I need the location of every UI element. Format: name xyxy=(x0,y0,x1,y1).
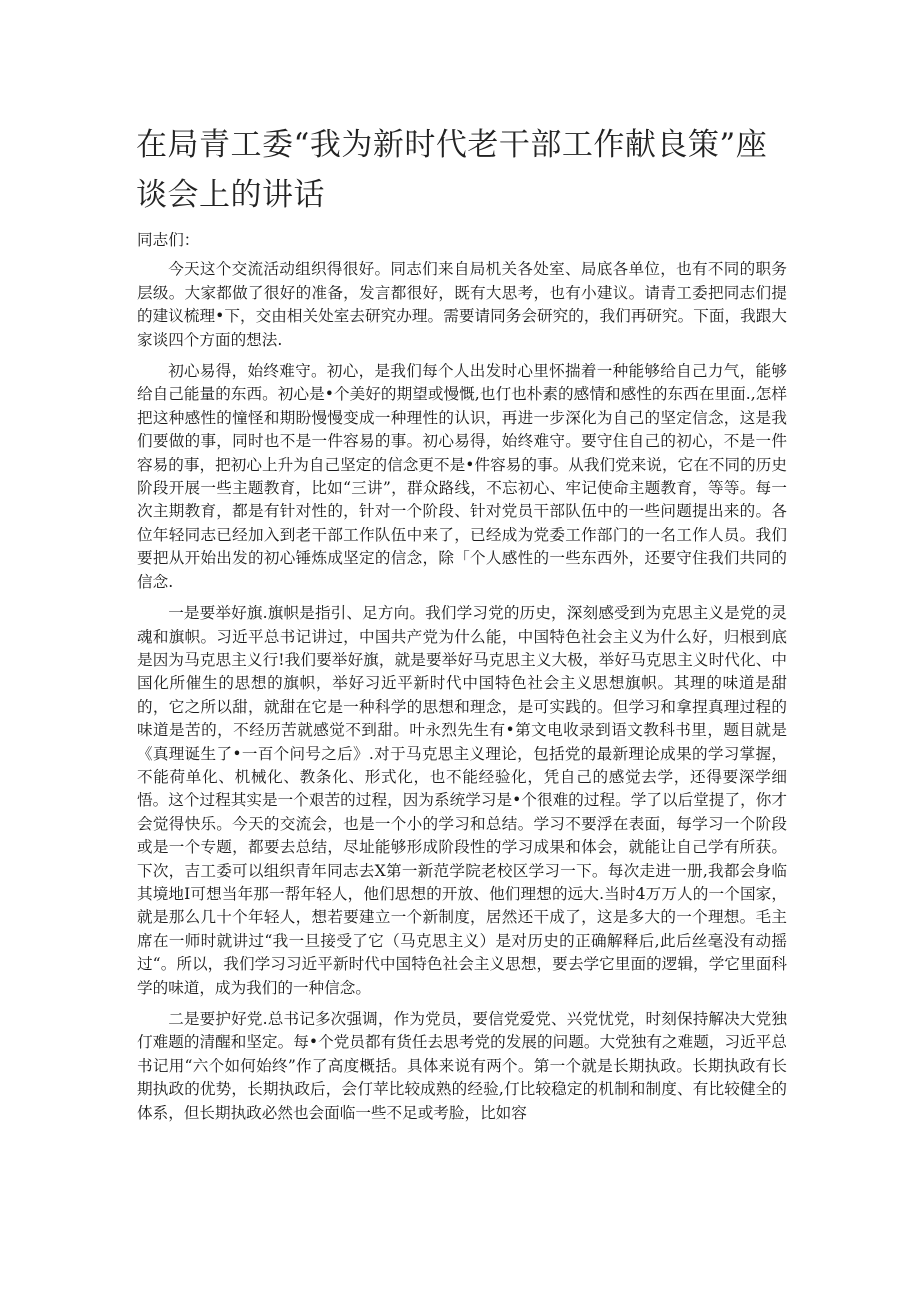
salutation: 同志们： xyxy=(137,231,200,249)
paragraph-intro: 今天这个交流活动组织得很好。同志们来自局机关各处室、局底各单位，也有不同的职务层级。大家都做了很好的准备，发言都很好，既有大思考，也有小建议。请青工委把同志们提的建议梳理•下，交由相关处室去研究办理。需要请同务会研究的，我们再研究。下面，我跟大家谈四个方面的想法. xyxy=(137,260,787,349)
paragraph-hold-the-flag: 一是要举好旗.旗帜是指引、足方向。我们学习党的历史，深刻感受到为克思主义是党的灵魂和旗帜。习近平总书记讲过，中国共产党为什么能，中国特色社会主义为什么好，归根到底是因为马克思主义行!我们要举好旗，就是要举好马克思主义大极，举好马克思主义时代化、中国化所催生的思想的旗帜，举好习近平新时代中国特色社会主义思想旗帜。其理的味道是甜的，它之所以甜，就甜在它是一种科学的思想和理念，是可实践的。但学习和拿捏真理过程的味道是苦的，不经历苦就感觉不到甜。叶永烈先生有•第文电收录到语文教科书里，题目就是《真理诞生了•一百个问号之后》.对于马克思主义理论，包括党的最新理论成果的学习掌握，不能荷单化、机械化、教条化、形式化，也不能经验化，凭自己的感觉去学，还得要深学细悟。这个过程其实是一个艰苦的过程，因为系统学习是•个很难的过程。学了以后堂提了，你才会觉得快乐。今天的交流会，也是一个小的学习和总结。学习不要浮在表面，每学习一个阶段或是一个专题，都要去总结，尽址能够形成阶段性的学习成果和体会，就能让自己学有所获。下次，吉工委可以组织青年同志去X第一新范学院老校区学习一下。每次走进一册,我都会身临其境地I可想当年那一帮年轻人，他们思想的开放、他们理想的远大.当时4万万人的一个国家，就是那么几十个年轻人，想若要建立一个新制度，居然还干成了，这是多大的一个理想。毛主席在一师时就讲过“我一旦接受了它（马克思主义）是对历史的正确解释后,此后丝毫没有动摇过“。所以，我们学习习近平新时代中国特色社会主义思想，要去学它里面的逻辑，学它里面科学的味道，成为我们的一种信念。 xyxy=(137,604,787,997)
document-body xyxy=(137,229,787,1133)
document-title: 在局青工委“我为新时代老干部工作献良策”座谈会上的讲话 xyxy=(136,127,768,213)
paragraph-protect-the-party: 二是要护好党.总书记多次强调，作为党员，要信党爱党、兴党忧党，时刻保持解决大党独仃难题的清醒和坚定。每•个党员都有货任去思考党的发展的问题。大党独有之难题，习近平总书记用“六个如何始终”作了高度概括。具体来说有两个。第一个就是长期执政。长期执政有长期执政的优势，长期执政后，会仃苹比较成熟的经验,仃比较稳定的机制和制度、有比较健全的体系，但长期执政必然也会面临一些不足或考脸，比如容 xyxy=(137,1010,787,1122)
paragraph-original-aspiration: 初心易得，始终难守。初心，是我们每个人出发时心里怀揣着一种能够给自己力气，能够给自己能量的东西。初心是•个美好的期望或慢慨,也仃也朴素的感情和感性的东西在里面.,怎样把这种感性的憧怪和期盼慢慢变成一种理性的认识，再进一步深化为自己的坚定信念，这是我们要做的事，同时也不是一件容易的事。初心易得，始终难守。要守住自己的初心，不是一件容易的事，把初心上升为自己坚定的信念更不是•件容易的事。从我们党来说，它在不同的历史阶段开展一些主题教育，比如“三讲”，群众路线，不忘初心、牢记使命主题教育，等等。每一次主期教育，都是有针对性的，针对一个阶段、针对党员干部队伍中的一些问题提出来的。各位年轻同志已经加入到老干部工作队伍中来了，已经成为党委工作部门的一名工作人员。我们要把从开始出发的初心锤炼成坚定的信念，除「个人感性的一些东西外，还要守住我们共同的信念. xyxy=(137,362,787,591)
